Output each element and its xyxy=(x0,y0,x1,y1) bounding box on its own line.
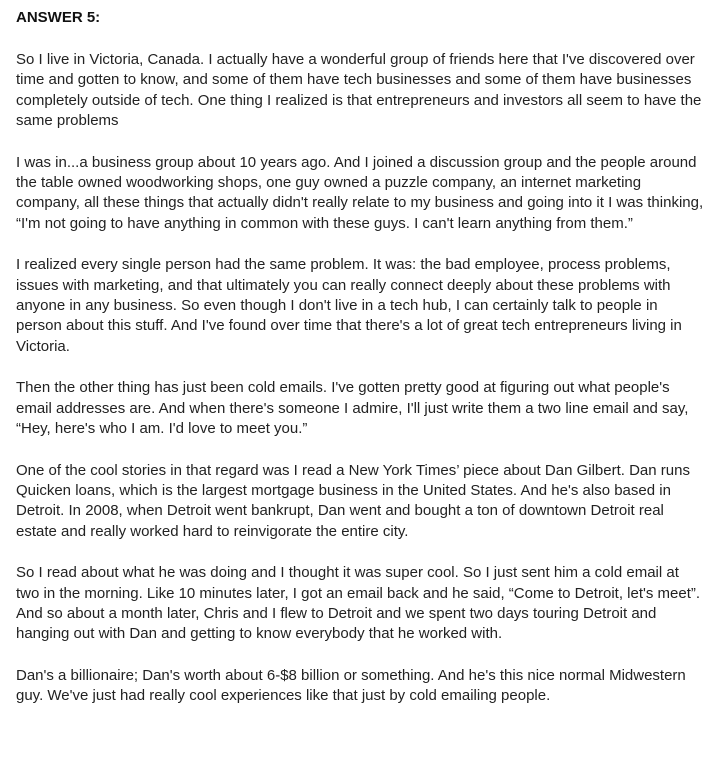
paragraph-6: So I read about what he was doing and I thought it was super cool. So I just sent him a cold email at two in the morning. Like 10 minutes later, I got an email back and he said, “Come to Detroit, let's meet”. And so about a month later, Chris and I flew to Detroit and we spent two days touring Detroit and hanging out with Dan and getting to know everybody that he worked with. xyxy=(16,564,701,643)
paragraph-4: Then the other thing has just been cold emails. I've gotten pretty good at figuring out what people's email addresses are. And when there's someone I admire, I'll just write them a two line email and say, “Hey, here's who I am. I'd love to meet you.” xyxy=(16,379,689,438)
paragraph-7: Dan's a billionaire; Dan's worth about 6-$8 billion or something. And he's this nice normal Midwestern guy. We've just had really cool experiences like that just by cold emailing people. xyxy=(16,666,686,705)
answer-heading: ANSWER 5: xyxy=(16,9,101,26)
paragraph-3: I realized every single person had the same problem. It was: the bad employee, process problems, issues with marketing, and that ultimately you can really connect deeply about these problems with anyone in any business. So even though I don't live in a tech hub, I can certainly talk to people in person about this stuff. And I've found over time that there's a lot of great tech entrepreneurs living in Victoria. xyxy=(16,256,682,355)
paragraph-5: One of the cool stories in that regard was I read a New York Times’ piece about Dan Gilbert. Dan runs Quicken loans, which is the largest mortgage business in the United States. And he's also based in Detroit. In 2008, when Detroit went bankrupt, Dan went and bought a ton of downtown Detroit real estate and really worked hard to reinvigorate the entire city. xyxy=(16,461,690,540)
paragraph-2: I was in...a business group about 10 years ago. And I joined a discussion group and the people around the table owned woodworking shops, one guy owned a puzzle company, an internet marketing company, all these things that actually didn't really relate to my business and going into it I was thinking, “I'm not going to have anything in common with these guys. I can't learn anything from them.” xyxy=(16,153,704,232)
paragraph-1: So I live in Victoria, Canada. I actually have a wonderful group of friends here that I've discovered over time and gotten to know, and some of them have tech businesses and some of them have businesses completely outside of tech. One thing I realized is that entrepreneurs and investors all seem to have the same problems xyxy=(16,51,702,130)
